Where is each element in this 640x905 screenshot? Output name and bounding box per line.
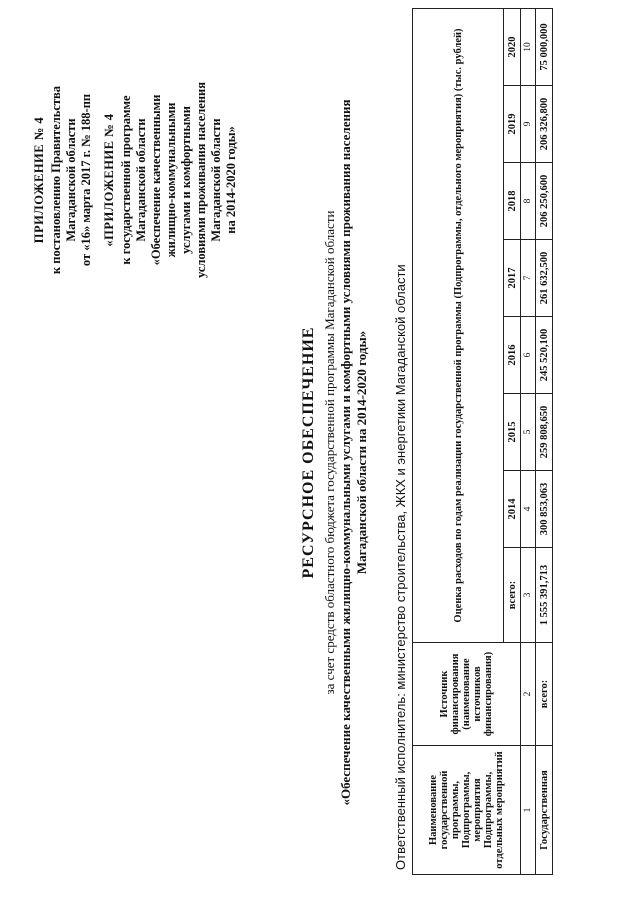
header-expense-estimate: Оценка расходов по годам реализации государственной программы (Подпрограммы, отдельного мероприятия) (тыс. рублей) <box>413 9 504 643</box>
approval-line: условиями проживания населения <box>194 82 208 279</box>
table-header-row <box>413 9 504 875</box>
column-index: 3 <box>521 548 536 643</box>
row-year-value: 75 000,000 <box>536 9 553 86</box>
approval-stamp-decree <box>32 65 94 295</box>
approval-line: Магаданской области <box>64 118 78 242</box>
header-program-name: Наименование государственной программы, Подпрограммы, мероприятия Подпрограммы, отдельных мероприятий <box>413 746 521 875</box>
row-year-value: 300 853,063 <box>536 471 553 548</box>
approval-line: к государственной программе <box>119 95 133 265</box>
row-year-value: 245 520,100 <box>536 317 553 394</box>
column-index: 10 <box>521 9 536 86</box>
approval-line: от «16» марта 2017 г. № 188-пп <box>79 93 93 267</box>
document-subtitle: за счет средств областного бюджета государственной программы Магаданской области <box>322 210 337 695</box>
header-funding-source: Источник финансирования (наименование источников финансирования) <box>413 643 521 746</box>
document-subtitle: Магаданской области на 2014-2020 годы» <box>354 330 369 575</box>
header-year: 2017 <box>504 240 521 317</box>
header-year: 2018 <box>504 163 521 240</box>
column-index: 5 <box>521 394 536 471</box>
header-year: 2020 <box>504 9 521 86</box>
resource-table <box>412 8 553 875</box>
column-index: 2 <box>521 643 536 746</box>
approval-line: услугами и комфортными <box>179 106 193 254</box>
approval-heading: «ПРИЛОЖЕНИЕ № 4 <box>102 113 116 247</box>
table-row <box>536 9 553 875</box>
approval-line: «Обеспечение качественными <box>149 94 163 266</box>
row-year-value: 206 250,600 <box>536 163 553 240</box>
approval-line: Магаданской области <box>209 118 223 242</box>
approval-line: жилищно-коммунальными <box>164 102 178 258</box>
column-index: 6 <box>521 317 536 394</box>
header-year: 2015 <box>504 394 521 471</box>
column-index: 8 <box>521 163 536 240</box>
approval-line: Магаданской области <box>134 118 148 242</box>
header-year: 2019 <box>504 86 521 163</box>
row-year-value: 206 326,800 <box>536 86 553 163</box>
approval-heading: ПРИЛОЖЕНИЕ № 4 <box>32 116 46 244</box>
header-total: всего: <box>504 548 521 643</box>
column-index: 4 <box>521 471 536 548</box>
approval-stamp-program <box>102 65 239 295</box>
responsible-executor: Ответственный исполнитель: министерство строительства, ЖКХ и энергетики Магаданской области <box>393 264 408 870</box>
row-funding-source: всего: <box>536 643 553 746</box>
column-index: 1 <box>521 746 536 875</box>
row-year-value: 261 632,500 <box>536 240 553 317</box>
document-subtitle: «Обеспечение качественными жилищно-коммунальными услугами и комфортными условиями проживания населения <box>338 99 353 806</box>
column-index: 9 <box>521 86 536 163</box>
document-heading <box>300 0 370 905</box>
approval-line: на 2014-2020 годы» <box>224 126 238 234</box>
header-year: 2014 <box>504 471 521 548</box>
approval-line: к постановлению Правительства <box>49 85 63 275</box>
row-program-name: Государственная <box>536 746 553 875</box>
row-year-value: 259 808,650 <box>536 394 553 471</box>
row-total: 1 555 391,713 <box>536 548 553 643</box>
header-year: 2016 <box>504 317 521 394</box>
table-index-row <box>521 9 536 875</box>
column-index: 7 <box>521 240 536 317</box>
document-title: РЕСУРСНОЕ ОБЕСПЕЧЕНИЕ <box>300 326 317 579</box>
